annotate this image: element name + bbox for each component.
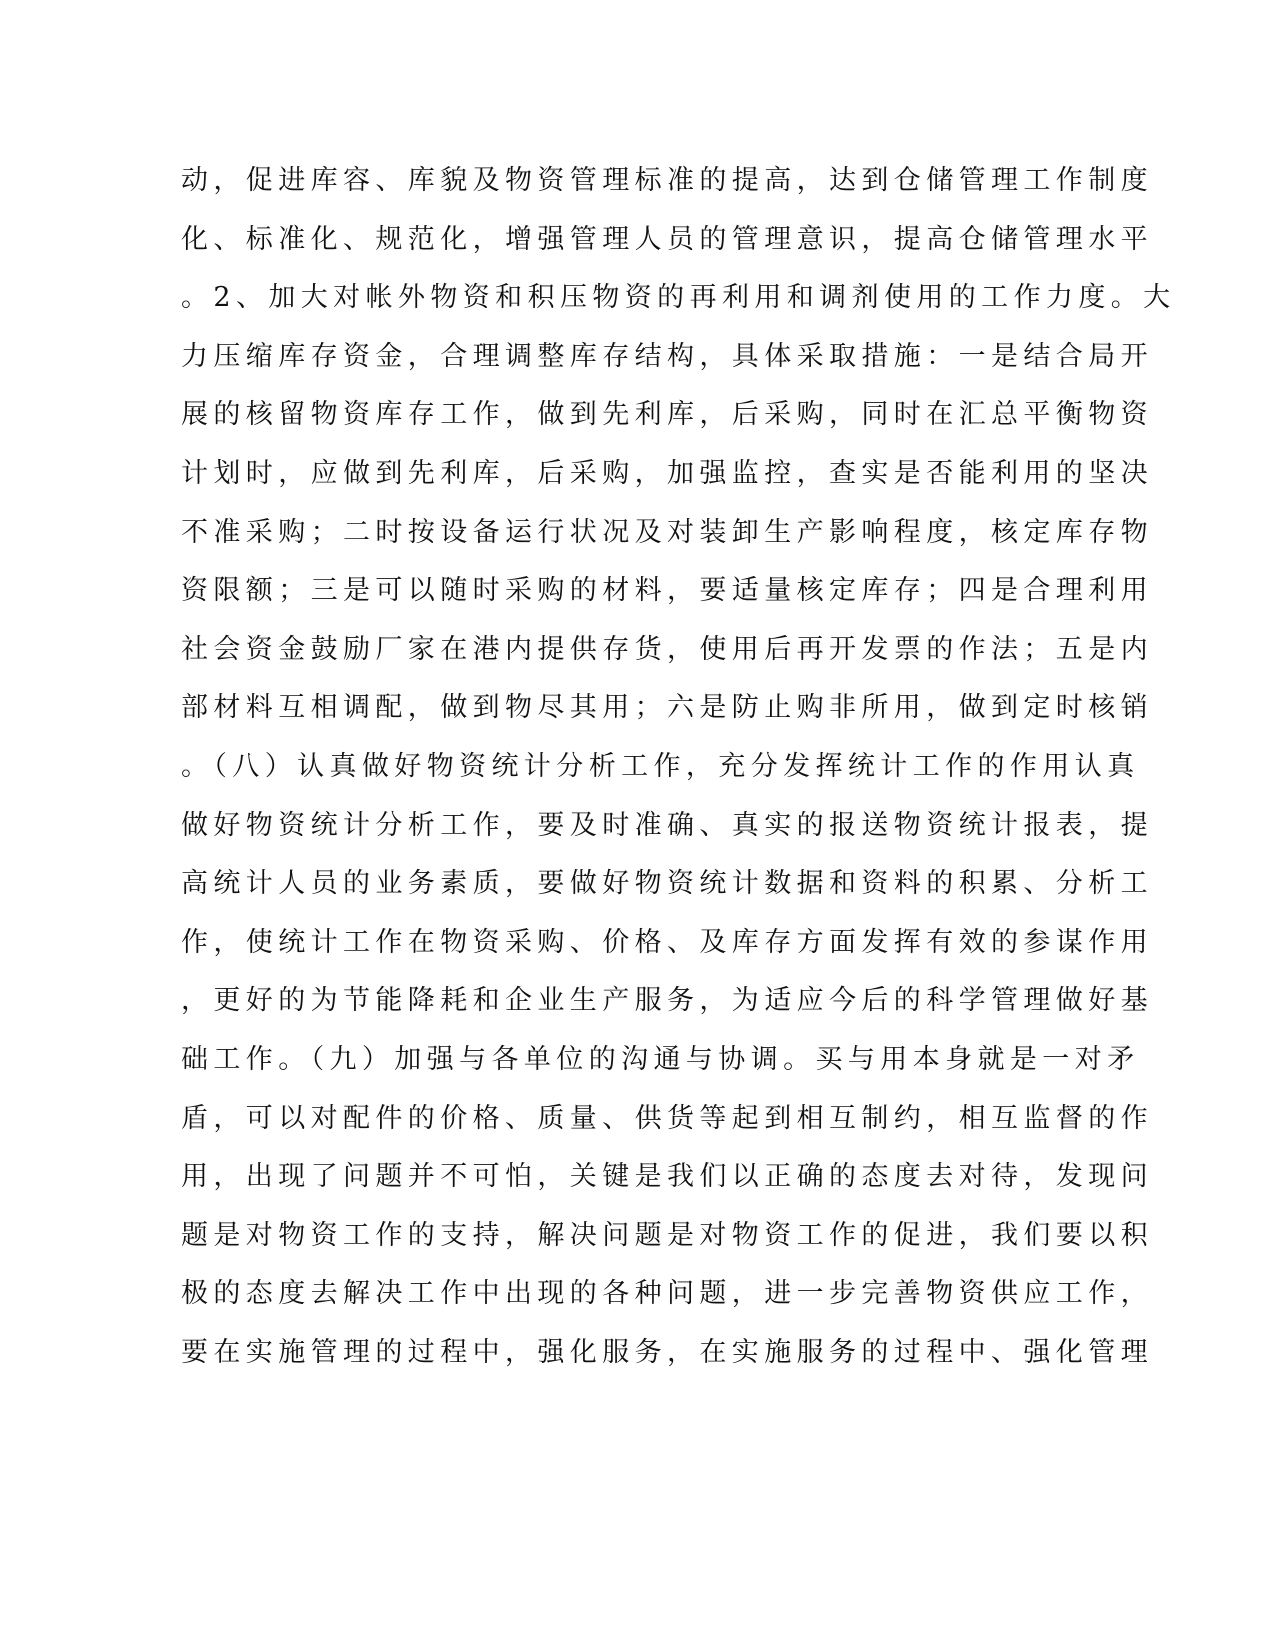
text-line: 极的态度去解决工作中出现的各种问题，进一步完善物资供应工作， bbox=[181, 1278, 1153, 1310]
text-line: 做好物资统计分析工作，要及时准确、真实的报送物资统计报表，提 bbox=[181, 809, 1153, 841]
text-line: 动，促进库容、库貌及物资管理标准的提高，达到仓储管理工作制度 bbox=[181, 165, 1153, 196]
text-line: 用，出现了问题并不可怕，关键是我们以正确的态度去对待，发现问 bbox=[181, 1161, 1153, 1193]
text-line: 要在实施管理的过程中，强化服务，在实施服务的过程中、强化管理 bbox=[181, 1336, 1153, 1368]
text-line: 部材料互相调配，做到物尽其用；六是防止购非所用，做到定时核销 bbox=[181, 692, 1153, 724]
text-line: 不准采购；二时按设备运行状况及对装卸生产影响程度，核定库存物 bbox=[181, 516, 1153, 548]
text-line: 资限额；三是可以随时采购的材料，要适量核定库存；四是合理利用 bbox=[181, 575, 1153, 607]
text-line: 盾，可以对配件的价格、质量、供货等起到相互制约，相互监督的作 bbox=[181, 1102, 1153, 1134]
text-line: 作，使统计工作在物资采购、价格、及库存方面发挥有效的参谋作用 bbox=[181, 926, 1153, 958]
text-line: 力压缩库存资金，合理调整库存结构，具体采取措施：一是结合局开 bbox=[181, 340, 1153, 372]
text-line: 计划时，应做到先利库，后采购，加强监控，查实是否能利用的坚决 bbox=[181, 457, 1153, 489]
text-line: 础工作。（九）加强与各单位的沟通与协调。买与用本身就是一对矛 bbox=[181, 1043, 1140, 1075]
body-text bbox=[181, 152, 1176, 1382]
text-line: 展的核留物资库存工作，做到先利库，后采购，同时在汇总平衡物资 bbox=[181, 399, 1153, 431]
text-line: 题是对物资工作的支持，解决问题是对物资工作的促进，我们要以积 bbox=[181, 1219, 1153, 1251]
text-line: 。（八）认真做好物资统计分析工作，充分发挥统计工作的作用认真 bbox=[181, 750, 1140, 782]
text-line: 。2、加大对帐外物资和积压物资的再利用和调剂使用的工作力度。大 bbox=[181, 282, 1176, 314]
text-line: ，更好的为节能降耗和企业生产服务，为适应今后的科学管理做好基 bbox=[181, 985, 1153, 1017]
text-line: 化、标准化、规范化，增强管理人员的管理意识，提高仓储管理水平 bbox=[181, 223, 1153, 255]
text-line: 社会资金鼓励厂家在港内提供存货，使用后再开发票的作法；五是内 bbox=[181, 633, 1153, 665]
text-line: 高统计人员的业务素质，要做好物资统计数据和资料的积累、分析工 bbox=[181, 868, 1153, 900]
